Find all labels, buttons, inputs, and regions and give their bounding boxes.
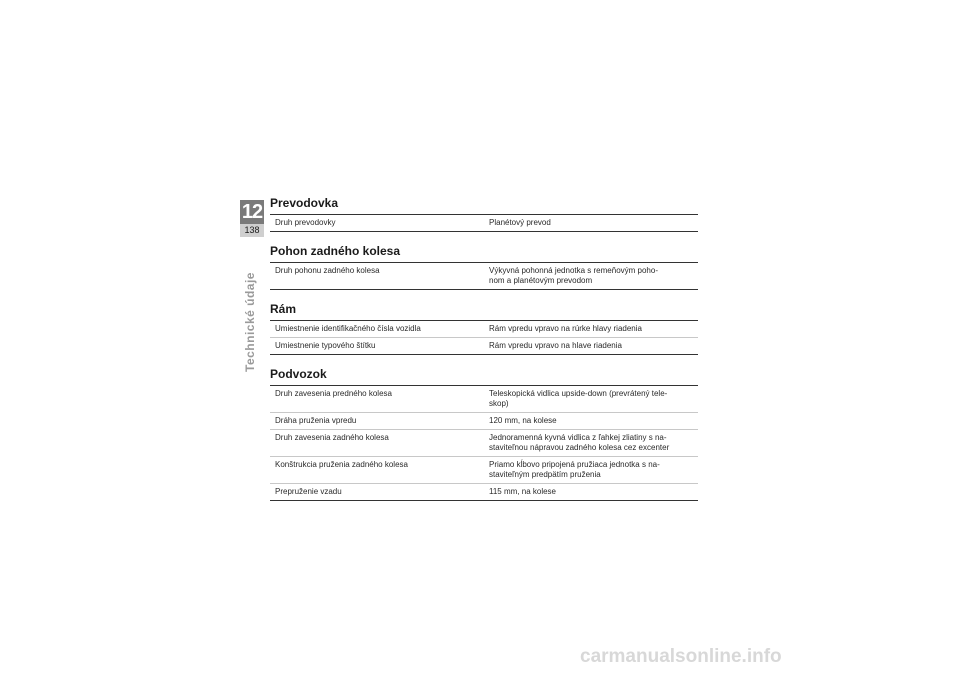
- spec-key: Umiestnenie typového štítku: [270, 338, 484, 355]
- spec-key: Konštrukcia pruženia zadného kolesa: [270, 457, 484, 484]
- spec-key: Druh prevodovky: [270, 215, 484, 232]
- spec-table: [270, 320, 698, 355]
- spec-key: Dráha pruženia vpredu: [270, 413, 484, 430]
- spec-key: Prepruženie vzadu: [270, 484, 484, 501]
- spec-value: Rám vpredu vpravo na hlave riadenia: [484, 338, 698, 355]
- table-row: [270, 263, 698, 290]
- spec-value: Planétový prevod: [484, 215, 698, 232]
- section-prevodovka: [270, 196, 698, 232]
- spec-value: Priamo kĺbovo pripojená pružiaca jednotka s na- staviteľným predpätím pruženia: [484, 457, 698, 484]
- table-row: [270, 386, 698, 413]
- chapter-tab: [240, 200, 264, 237]
- table-row: [270, 457, 698, 484]
- spec-value: 120 mm, na kolese: [484, 413, 698, 430]
- spec-table: [270, 385, 698, 501]
- section-heading: Podvozok: [270, 367, 327, 381]
- spec-content: [270, 196, 698, 513]
- watermark: carmanualsonline.info: [580, 646, 782, 667]
- spec-key: Druh zavesenia zadného kolesa: [270, 430, 484, 457]
- spec-key: Druh zavesenia predného kolesa: [270, 386, 484, 413]
- table-row: [270, 484, 698, 501]
- section-heading: Pohon zadného kolesa: [270, 244, 401, 258]
- page-number: 138: [240, 224, 264, 237]
- chapter-title: Technické údaje: [243, 272, 257, 372]
- spec-key: Druh pohonu zadného kolesa: [270, 263, 484, 290]
- table-row: [270, 215, 698, 232]
- spec-table: [270, 262, 698, 290]
- spec-value: 115 mm, na kolese: [484, 484, 698, 501]
- spec-table: [270, 214, 698, 232]
- table-row: [270, 338, 698, 355]
- spec-value: Rám vpredu vpravo na rúrke hlavy riadenia: [484, 321, 698, 338]
- chapter-number: 12: [241, 201, 263, 223]
- spec-key: Umiestnenie identifikačného čísla vozidla: [270, 321, 484, 338]
- section-ram: [270, 302, 698, 355]
- spec-value: Výkyvná pohonná jednotka s remeňovým poho- nom a planétovým prevodom: [484, 263, 698, 290]
- spec-value: Jednoramenná kyvná vidlica z ľahkej zliatiny s na- staviteľnou nápravou zadného kolesa cez excenter: [484, 430, 698, 457]
- section-podvozok: [270, 367, 698, 501]
- spec-value: Teleskopická vidlica upside-down (prevrátený tele- skop): [484, 386, 698, 413]
- section-heading: Rám: [270, 302, 297, 316]
- table-row: [270, 413, 698, 430]
- table-row: [270, 321, 698, 338]
- table-row: [270, 430, 698, 457]
- section-pohon: [270, 244, 698, 290]
- section-heading: Prevodovka: [270, 196, 339, 210]
